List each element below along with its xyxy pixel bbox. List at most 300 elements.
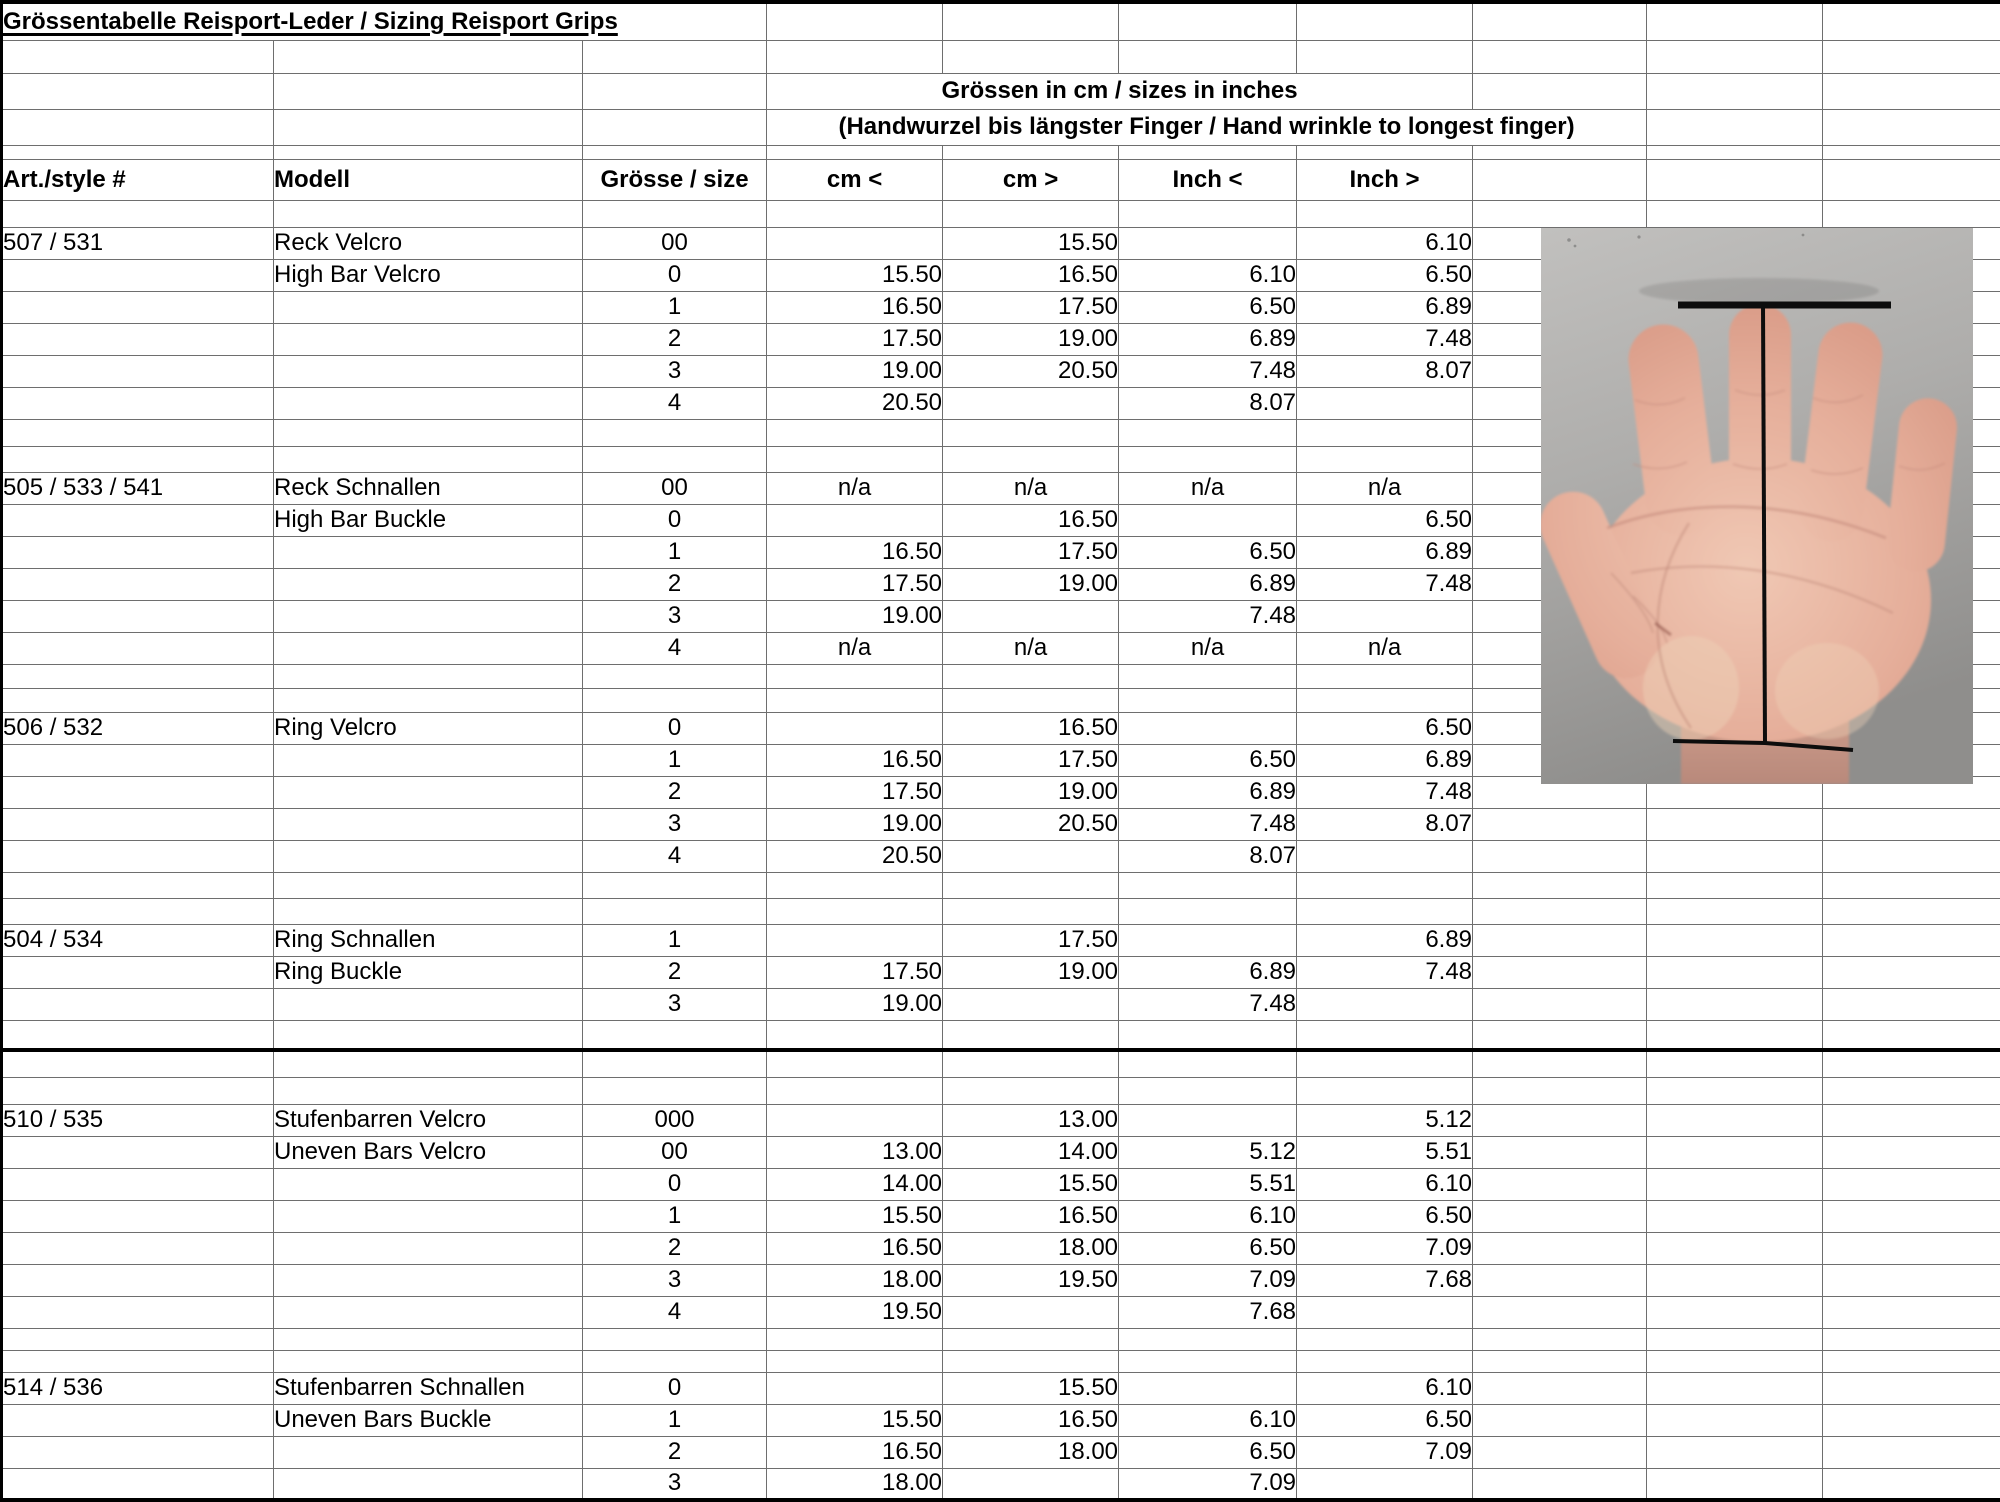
grid-cell — [1647, 73, 1823, 109]
col-header-size: Grösse / size — [583, 159, 767, 200]
col-header-cm-min: cm < — [767, 159, 943, 200]
value-cell: 7.48 — [1119, 988, 1297, 1020]
grid-cell — [1647, 1372, 1823, 1404]
model-cell — [274, 776, 583, 808]
value-cell: 13.00 — [767, 1136, 943, 1168]
grid-cell — [1119, 1050, 1297, 1077]
style-number-cell: 505 / 533 / 541 — [2, 472, 274, 504]
grid-cell — [767, 872, 943, 898]
grid-cell — [1647, 40, 1823, 73]
value-cell: 18.00 — [767, 1264, 943, 1296]
value-cell: 17.50 — [943, 924, 1119, 956]
grid-cell — [2, 109, 274, 145]
grid-cell — [943, 446, 1119, 472]
value-cell: 16.50 — [767, 291, 943, 323]
grid-cell — [1473, 956, 1647, 988]
grid-cell — [1297, 1328, 1473, 1350]
value-cell: n/a — [1297, 632, 1473, 664]
grid-cell — [1647, 956, 1823, 988]
value-cell — [943, 1296, 1119, 1328]
size-cell: 3 — [583, 1264, 767, 1296]
style-number-cell — [2, 1296, 274, 1328]
grid-cell — [1473, 1020, 1647, 1050]
style-number-cell — [2, 568, 274, 600]
grid-cell — [1473, 145, 1647, 159]
grid-cell — [1823, 1200, 2000, 1232]
empty-row — [2, 1328, 2000, 1350]
model-cell — [274, 988, 583, 1020]
grid-cell — [767, 1350, 943, 1372]
grid-cell — [1473, 898, 1647, 924]
grid-cell — [1823, 924, 2000, 956]
size-cell: 2 — [583, 1232, 767, 1264]
grid-cell — [274, 145, 583, 159]
size-cell: 4 — [583, 1296, 767, 1328]
model-cell — [274, 1436, 583, 1468]
grid-cell — [274, 73, 583, 109]
style-number-cell — [2, 387, 274, 419]
value-cell: 15.50 — [767, 259, 943, 291]
sub2-row — [2, 109, 2000, 145]
grid-cell — [943, 1077, 1119, 1104]
style-number-cell — [2, 1168, 274, 1200]
value-cell: n/a — [943, 632, 1119, 664]
table-row — [2, 808, 2000, 840]
grid-cell — [767, 1077, 943, 1104]
grid-cell — [1473, 924, 1647, 956]
grid-cell — [1473, 1328, 1647, 1350]
grid-cell — [1473, 73, 1647, 109]
model-cell — [274, 840, 583, 872]
value-cell: 16.50 — [767, 744, 943, 776]
grid-cell — [1119, 446, 1297, 472]
model-cell — [274, 536, 583, 568]
table-row — [2, 1104, 2000, 1136]
value-cell: 19.00 — [943, 956, 1119, 988]
grid-cell — [1823, 1468, 2000, 1500]
grid-cell — [1473, 872, 1647, 898]
grid-cell — [583, 1077, 767, 1104]
grid-cell — [583, 1350, 767, 1372]
model-cell — [274, 632, 583, 664]
style-number-cell — [2, 776, 274, 808]
value-cell: 6.89 — [1119, 323, 1297, 355]
grid-cell — [2, 73, 274, 109]
empty-row — [2, 40, 2000, 73]
grid-cell — [583, 1328, 767, 1350]
value-cell: 6.50 — [1119, 1436, 1297, 1468]
value-cell: 19.00 — [943, 776, 1119, 808]
value-cell: 6.10 — [1297, 1168, 1473, 1200]
grid-cell — [1297, 446, 1473, 472]
grid-cell — [583, 1020, 767, 1050]
size-cell: 1 — [583, 1404, 767, 1436]
grid-cell — [1647, 1104, 1823, 1136]
grid-cell — [767, 40, 943, 73]
grid-cell — [1647, 1436, 1823, 1468]
grid-cell — [1119, 200, 1297, 227]
style-number-cell: 507 / 531 — [2, 227, 274, 259]
model-cell — [274, 355, 583, 387]
size-cell: 000 — [583, 1104, 767, 1136]
model-cell — [274, 323, 583, 355]
model-cell: High Bar Buckle — [274, 504, 583, 536]
model-cell — [274, 291, 583, 323]
style-number-cell — [2, 1232, 274, 1264]
grid-cell — [943, 145, 1119, 159]
grid-cell — [767, 664, 943, 688]
size-cell: 2 — [583, 956, 767, 988]
divider-row — [2, 1020, 2000, 1050]
grid-cell — [1297, 2, 1473, 40]
style-number-cell — [2, 259, 274, 291]
model-cell: High Bar Velcro — [274, 259, 583, 291]
grid-cell — [1823, 1404, 2000, 1436]
value-cell: 7.09 — [1119, 1468, 1297, 1500]
value-cell: 17.50 — [767, 323, 943, 355]
grid-cell — [767, 200, 943, 227]
grid-cell — [1119, 664, 1297, 688]
value-cell — [1119, 504, 1297, 536]
grid-cell — [1119, 1350, 1297, 1372]
size-cell: 4 — [583, 840, 767, 872]
value-cell: 13.00 — [943, 1104, 1119, 1136]
size-cell: 0 — [583, 1168, 767, 1200]
empty-row — [2, 872, 2000, 898]
value-cell: 5.51 — [1297, 1136, 1473, 1168]
style-number-cell: 514 / 536 — [2, 1372, 274, 1404]
value-cell: 16.50 — [767, 1232, 943, 1264]
grid-cell — [1823, 73, 2000, 109]
model-cell — [274, 1232, 583, 1264]
table-row — [2, 1404, 2000, 1436]
grid-cell — [1823, 145, 2000, 159]
grid-cell — [1473, 1136, 1647, 1168]
heads-row — [2, 159, 2000, 200]
size-cell: 1 — [583, 291, 767, 323]
grid-cell — [943, 200, 1119, 227]
grid-cell — [583, 145, 767, 159]
grid-cell — [1473, 159, 1647, 200]
grid-cell — [1473, 1296, 1647, 1328]
size-cell: 0 — [583, 1372, 767, 1404]
model-cell — [274, 387, 583, 419]
grid-cell — [767, 1020, 943, 1050]
empty-row — [2, 1050, 2000, 1077]
grid-cell — [1647, 924, 1823, 956]
value-cell: 19.00 — [767, 988, 943, 1020]
grid-cell — [1823, 1328, 2000, 1350]
grid-cell — [1473, 1264, 1647, 1296]
value-cell: 7.48 — [1297, 956, 1473, 988]
grid-cell — [1119, 419, 1297, 446]
grid-cell — [1473, 1168, 1647, 1200]
value-cell: 15.50 — [943, 1168, 1119, 1200]
grid-cell — [1473, 1350, 1647, 1372]
model-cell — [274, 1200, 583, 1232]
col-header-inch-min: Inch < — [1119, 159, 1297, 200]
grid-cell — [2, 1050, 274, 1077]
grid-cell — [1473, 1436, 1647, 1468]
size-cell: 0 — [583, 504, 767, 536]
length-line — [1763, 305, 1765, 743]
value-cell: 6.89 — [1119, 568, 1297, 600]
table-row — [2, 1372, 2000, 1404]
value-cell: 6.50 — [1297, 1200, 1473, 1232]
grid-cell — [274, 688, 583, 712]
grid-cell — [2, 664, 274, 688]
model-cell — [274, 808, 583, 840]
value-cell: n/a — [767, 472, 943, 504]
style-number-cell — [2, 323, 274, 355]
grid-cell — [1297, 688, 1473, 712]
value-cell: 15.50 — [767, 1200, 943, 1232]
grid-cell — [2, 446, 274, 472]
style-number-cell — [2, 1264, 274, 1296]
size-cell: 3 — [583, 1468, 767, 1500]
table-row — [2, 988, 2000, 1020]
grid-cell — [1823, 2, 2000, 40]
style-number-cell — [2, 536, 274, 568]
grid-cell — [1647, 898, 1823, 924]
grid-cell — [1823, 1372, 2000, 1404]
value-cell: n/a — [767, 632, 943, 664]
grid-cell — [274, 898, 583, 924]
col-header-cm-max: cm > — [943, 159, 1119, 200]
grid-cell — [1473, 1200, 1647, 1232]
size-cell: 2 — [583, 323, 767, 355]
model-cell — [274, 1468, 583, 1500]
value-cell — [1119, 227, 1297, 259]
grid-cell — [274, 446, 583, 472]
value-cell: 6.50 — [1119, 291, 1297, 323]
grid-cell — [1297, 1050, 1473, 1077]
grid-cell — [1647, 1296, 1823, 1328]
grid-cell — [1647, 1020, 1823, 1050]
size-cell: 1 — [583, 744, 767, 776]
style-number-cell — [2, 600, 274, 632]
value-cell: 8.07 — [1297, 355, 1473, 387]
value-cell — [1297, 1468, 1473, 1500]
value-cell — [1297, 1296, 1473, 1328]
value-cell: 7.48 — [1119, 600, 1297, 632]
grid-cell — [583, 688, 767, 712]
table-row — [2, 924, 2000, 956]
table-row — [2, 1136, 2000, 1168]
value-cell — [943, 1468, 1119, 1500]
grid-cell — [1119, 872, 1297, 898]
col-header-inch-max: Inch > — [1297, 159, 1473, 200]
value-cell: 8.07 — [1119, 387, 1297, 419]
grid-cell — [274, 664, 583, 688]
grid-cell — [1297, 1077, 1473, 1104]
table-row — [2, 1436, 2000, 1468]
empty-row — [2, 1350, 2000, 1372]
grid-cell — [583, 109, 767, 145]
value-cell — [943, 840, 1119, 872]
grid-cell — [1647, 808, 1823, 840]
grid-cell — [1823, 840, 2000, 872]
size-cell: 2 — [583, 1436, 767, 1468]
value-cell — [1297, 840, 1473, 872]
grid-cell — [1473, 988, 1647, 1020]
value-cell: 8.07 — [1119, 840, 1297, 872]
grid-cell — [274, 1350, 583, 1372]
grid-cell — [2, 1020, 274, 1050]
size-cell: 4 — [583, 387, 767, 419]
grid-cell — [2, 1350, 274, 1372]
size-cell: 00 — [583, 1136, 767, 1168]
model-cell — [274, 568, 583, 600]
hand-illustration — [1541, 228, 1973, 784]
grid-cell — [943, 872, 1119, 898]
grid-cell — [1647, 1050, 1823, 1077]
grid-cell — [1119, 1020, 1297, 1050]
grid-cell — [1647, 1468, 1823, 1500]
value-cell: 16.50 — [943, 504, 1119, 536]
value-cell: 7.48 — [1297, 323, 1473, 355]
grid-cell — [767, 898, 943, 924]
grid-cell — [1647, 200, 1823, 227]
value-cell: 19.00 — [767, 355, 943, 387]
grid-cell — [2, 419, 274, 446]
grid-cell — [1297, 200, 1473, 227]
grid-cell — [1823, 1264, 2000, 1296]
grid-cell — [767, 688, 943, 712]
grid-cell — [2, 898, 274, 924]
value-cell: n/a — [943, 472, 1119, 504]
value-cell: n/a — [1297, 472, 1473, 504]
grid-cell — [1297, 40, 1473, 73]
value-cell: 16.50 — [767, 536, 943, 568]
value-cell: 6.50 — [1119, 1232, 1297, 1264]
value-cell: 19.00 — [943, 323, 1119, 355]
grid-cell — [274, 109, 583, 145]
style-number-cell — [2, 744, 274, 776]
value-cell: 16.50 — [943, 712, 1119, 744]
value-cell: 16.50 — [943, 259, 1119, 291]
grid-cell — [1647, 1264, 1823, 1296]
style-number-cell — [2, 291, 274, 323]
style-number-cell — [2, 988, 274, 1020]
size-cell: 3 — [583, 600, 767, 632]
value-cell: 19.50 — [767, 1296, 943, 1328]
value-cell: 20.50 — [767, 840, 943, 872]
grid-cell — [2, 200, 274, 227]
grid-cell — [1119, 688, 1297, 712]
grid-cell — [1823, 40, 2000, 73]
value-cell: 6.50 — [1119, 536, 1297, 568]
table-row — [2, 1264, 2000, 1296]
model-cell: Uneven Bars Velcro — [274, 1136, 583, 1168]
grid-cell — [1823, 956, 2000, 988]
grid-cell — [943, 40, 1119, 73]
value-cell: 6.89 — [1297, 744, 1473, 776]
size-cell: 3 — [583, 355, 767, 387]
value-cell: 6.89 — [1297, 924, 1473, 956]
grid-cell — [2, 145, 274, 159]
grid-cell — [1297, 419, 1473, 446]
grid-cell — [1823, 1136, 2000, 1168]
value-cell — [767, 504, 943, 536]
grid-cell — [274, 1077, 583, 1104]
value-cell — [1297, 988, 1473, 1020]
value-cell — [1119, 1104, 1297, 1136]
grid-cell — [583, 898, 767, 924]
size-cell: 2 — [583, 776, 767, 808]
grid-cell — [1823, 1104, 2000, 1136]
style-number-cell — [2, 632, 274, 664]
value-cell: 5.12 — [1297, 1104, 1473, 1136]
size-cell: 1 — [583, 536, 767, 568]
grid-cell — [943, 1328, 1119, 1350]
style-number-cell — [2, 1404, 274, 1436]
title-row — [2, 2, 2000, 40]
style-number-cell — [2, 956, 274, 988]
value-cell — [767, 924, 943, 956]
grid-cell — [1823, 1050, 2000, 1077]
value-cell: 19.50 — [943, 1264, 1119, 1296]
grid-cell — [2, 1328, 274, 1350]
grid-cell — [583, 872, 767, 898]
value-cell — [767, 1372, 943, 1404]
grid-cell — [1297, 872, 1473, 898]
grid-cell — [1823, 1232, 2000, 1264]
table-row — [2, 1296, 2000, 1328]
value-cell: n/a — [1119, 472, 1297, 504]
value-cell — [943, 988, 1119, 1020]
grid-cell — [1473, 1232, 1647, 1264]
grid-cell — [767, 1328, 943, 1350]
size-cell: 00 — [583, 472, 767, 504]
grid-cell — [1647, 159, 1823, 200]
grid-cell — [1823, 1168, 2000, 1200]
grid-cell — [1823, 1020, 2000, 1050]
size-cell: 0 — [583, 712, 767, 744]
grid-cell — [1297, 145, 1473, 159]
grid-cell — [1823, 109, 2000, 145]
value-cell — [943, 600, 1119, 632]
grid-cell — [274, 1328, 583, 1350]
grid-cell — [1473, 200, 1647, 227]
model-cell: Ring Buckle — [274, 956, 583, 988]
value-cell: 20.50 — [767, 387, 943, 419]
value-cell: 7.48 — [1297, 776, 1473, 808]
grid-cell — [2, 688, 274, 712]
grid-cell — [1473, 1372, 1647, 1404]
value-cell: 20.50 — [943, 808, 1119, 840]
grid-cell — [1823, 1077, 2000, 1104]
table-row — [2, 956, 2000, 988]
style-number-cell — [2, 355, 274, 387]
grid-cell — [1473, 1404, 1647, 1436]
grid-cell — [1119, 2, 1297, 40]
grid-cell — [1823, 988, 2000, 1020]
page-title — [2, 2, 767, 40]
subtitle-measure-hint: (Handwurzel bis längster Finger / Hand wrinkle to longest finger) — [767, 109, 1647, 145]
model-cell — [274, 1264, 583, 1296]
value-cell: 17.50 — [767, 776, 943, 808]
grid-cell — [1823, 808, 2000, 840]
grid-cell — [943, 1050, 1119, 1077]
size-cell: 3 — [583, 808, 767, 840]
size-cell: 2 — [583, 568, 767, 600]
value-cell: 6.89 — [1119, 776, 1297, 808]
value-cell — [1297, 387, 1473, 419]
grid-cell — [1473, 1050, 1647, 1077]
table-row — [2, 1232, 2000, 1264]
grid-cell — [767, 1050, 943, 1077]
